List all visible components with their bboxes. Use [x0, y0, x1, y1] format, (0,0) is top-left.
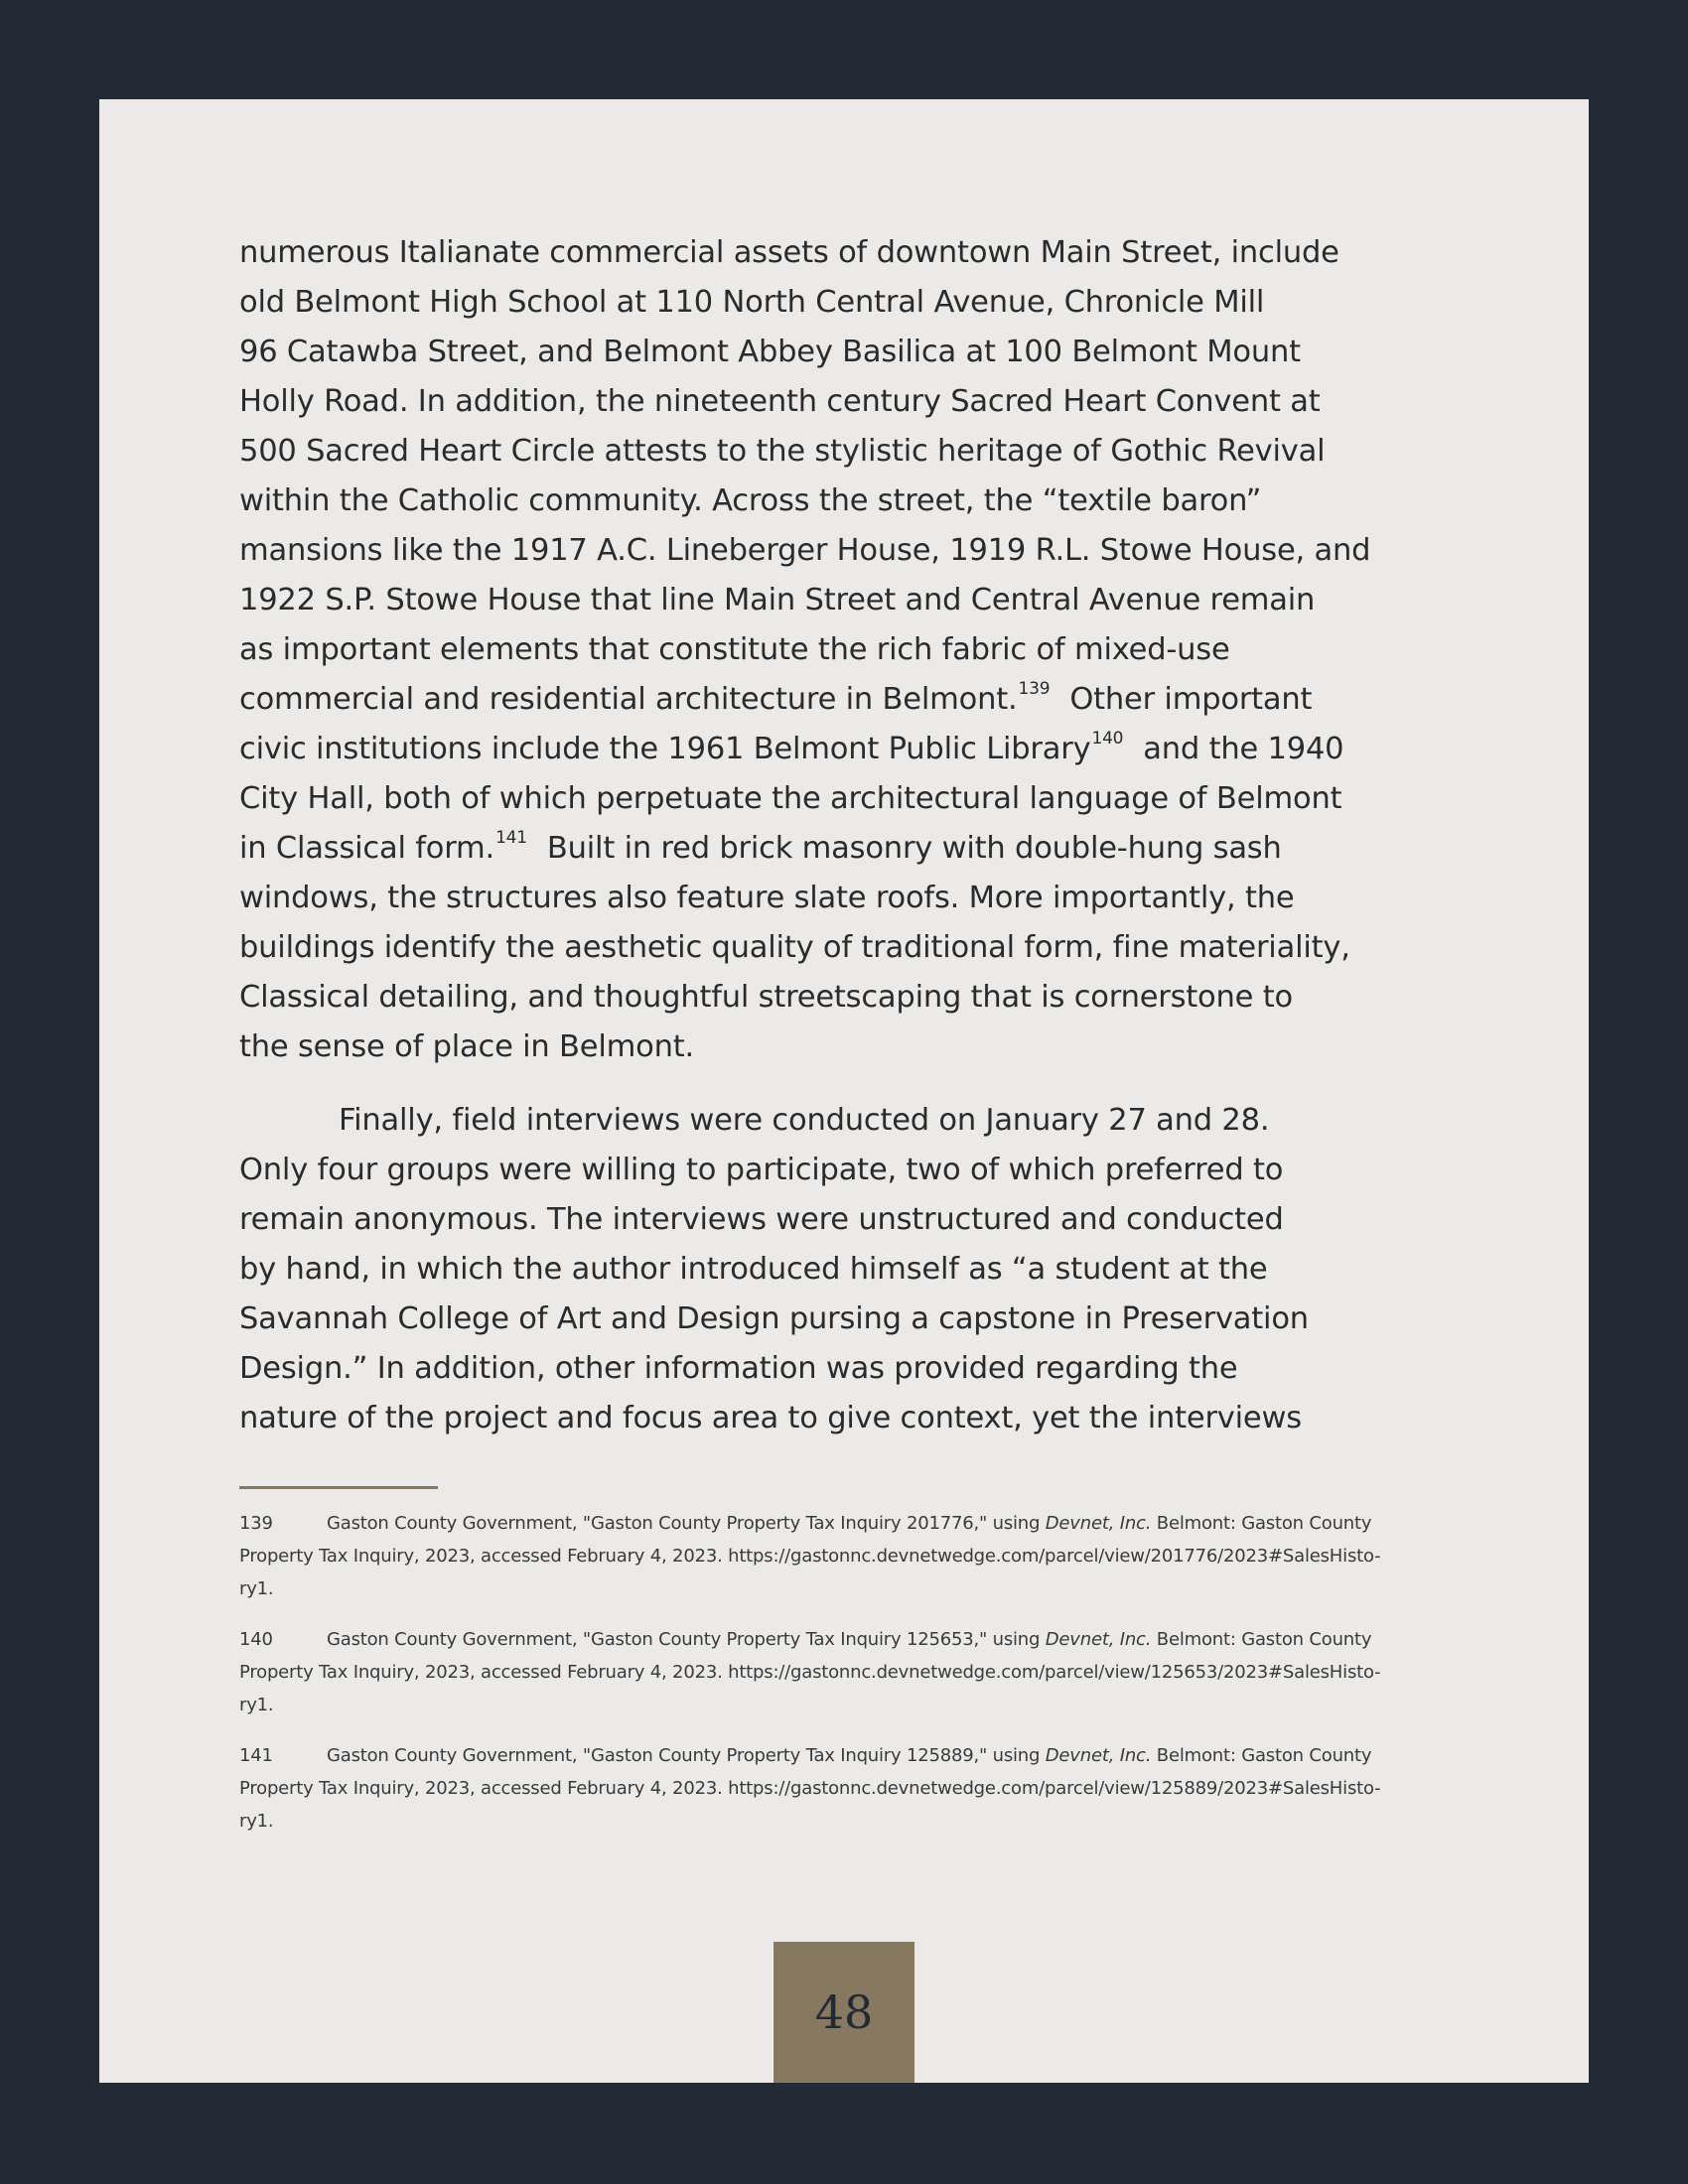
text-segment: Built in red brick masonry with double-hung sash [527, 831, 1282, 866]
footnote-line: ry1. [239, 1695, 274, 1715]
text-line: Classical detailing, and thoughtful streetscaping that is cornerstone to [239, 980, 1293, 1015]
footnotes [239, 1507, 1446, 1855]
text-line: Only four groups were willing to participate, two of which preferred to [239, 1153, 1284, 1187]
footnote-text: Gaston County Government, "Gaston County Property Tax Inquiry 125653," using [327, 1629, 1046, 1650]
text-line: Holly Road. In addition, the nineteenth century Sacred Heart Convent at [239, 384, 1321, 419]
text-segment: commercial and residential architecture in Belmont. [239, 682, 1018, 717]
footnote-italic: Devnet, Inc. [1045, 1745, 1152, 1766]
footnote-text: Belmont: Gaston County [1151, 1513, 1372, 1534]
text-segment: in Classical form. [239, 831, 495, 866]
footnote-url-line[interactable]: Property Tax Inquiry, 2023, accessed February 4, 2023. https://gastonnc.devnetwedge.com/parcel/view/201776/2023#SalesHisto- [239, 1546, 1381, 1567]
footnote-line [239, 1507, 1446, 1540]
text-line: the sense of place in Belmont. [239, 1029, 694, 1064]
footnote-ref-141[interactable]: 141 [495, 828, 527, 848]
text-line: buildings identify the aesthetic quality of traditional form, fine materiality, [239, 930, 1350, 965]
text-line: numerous Italianate commercial assets of downtown Main Street, include [239, 235, 1339, 270]
text-line: as important elements that constitute the rich fabric of mixed-use [239, 632, 1230, 667]
text-line: Savannah College of Art and Design pursing a capstone in Preservation [239, 1301, 1309, 1336]
footnote-line [239, 1623, 1446, 1656]
footnote-italic: Devnet, Inc. [1045, 1513, 1152, 1534]
footnote-text: Gaston County Government, "Gaston County Property Tax Inquiry 201776," using [327, 1513, 1046, 1534]
footnote-url-line[interactable]: Property Tax Inquiry, 2023, accessed February 4, 2023. https://gastonnc.devnetwedge.com/parcel/view/125653/2023#SalesHisto- [239, 1662, 1381, 1683]
text-segment: Finally, field interviews were conducted on January 27 and 28. [339, 1103, 1270, 1138]
footnote-text: Gaston County Government, "Gaston County Property Tax Inquiry 125889," using [327, 1745, 1046, 1766]
text-line: old Belmont High School at 110 North Central Avenue, Chronicle Mill [239, 285, 1265, 320]
text-line: 500 Sacred Heart Circle attests to the stylistic heritage of Gothic Revival [239, 434, 1326, 469]
page-number: 48 [774, 1942, 914, 2083]
footnote-url-line[interactable]: Property Tax Inquiry, 2023, accessed February 4, 2023. https://gastonnc.devnetwedge.com/parcel/view/125889/2023#SalesHisto- [239, 1778, 1381, 1799]
footnote-139 [239, 1507, 1446, 1605]
text-line: City Hall, both of which perpetuate the architectural language of Belmont [239, 781, 1342, 816]
text-line: 1922 S.P. Stowe House that line Main Street and Central Avenue remain [239, 583, 1316, 617]
footnote-text: Belmont: Gaston County [1151, 1629, 1372, 1650]
text-line: nature of the project and focus area to give context, yet the interviews [239, 1401, 1302, 1435]
text-line [239, 824, 1471, 874]
footnote-line: ry1. [239, 1811, 274, 1832]
text-line: 96 Catawba Street, and Belmont Abbey Basilica at 100 Belmont Mount [239, 335, 1301, 369]
footnote-number: 141 [239, 1745, 273, 1766]
text-segment: and the 1940 [1124, 732, 1344, 766]
footnote-number: 139 [239, 1513, 273, 1534]
footnote-ref-139[interactable]: 139 [1018, 679, 1051, 699]
document-page [99, 99, 1589, 2083]
footnote-italic: Devnet, Inc. [1045, 1629, 1152, 1650]
footnote-line: ry1. [239, 1578, 274, 1599]
body-text [239, 228, 1471, 1443]
footnote-140 [239, 1623, 1446, 1721]
footnote-ref-140[interactable]: 140 [1091, 729, 1124, 749]
footnote-divider [239, 1486, 438, 1489]
text-line: windows, the structures also feature slate roofs. More importantly, the [239, 881, 1295, 915]
text-line [239, 725, 1471, 774]
text-line: Design.” In addition, other information was provided regarding the [239, 1351, 1238, 1386]
text-line [239, 1096, 1471, 1146]
text-line: mansions like the 1917 A.C. Lineberger House, 1919 R.L. Stowe House, and [239, 533, 1371, 568]
paragraph [239, 228, 1471, 1072]
text-segment: Other important [1051, 682, 1313, 717]
footnote-number: 140 [239, 1629, 273, 1650]
footnote-line [239, 1739, 1446, 1772]
text-line: within the Catholic community. Across the street, the “textile baron” [239, 483, 1262, 518]
text-line: by hand, in which the author introduced himself as “a student at the [239, 1252, 1268, 1287]
footnote-text: Belmont: Gaston County [1151, 1745, 1372, 1766]
paragraph [239, 1096, 1471, 1443]
footnote-141 [239, 1739, 1446, 1838]
text-line [239, 675, 1471, 725]
text-line: remain anonymous. The interviews were unstructured and conducted [239, 1202, 1284, 1237]
text-segment: civic institutions include the 1961 Belmont Public Library [239, 732, 1091, 766]
